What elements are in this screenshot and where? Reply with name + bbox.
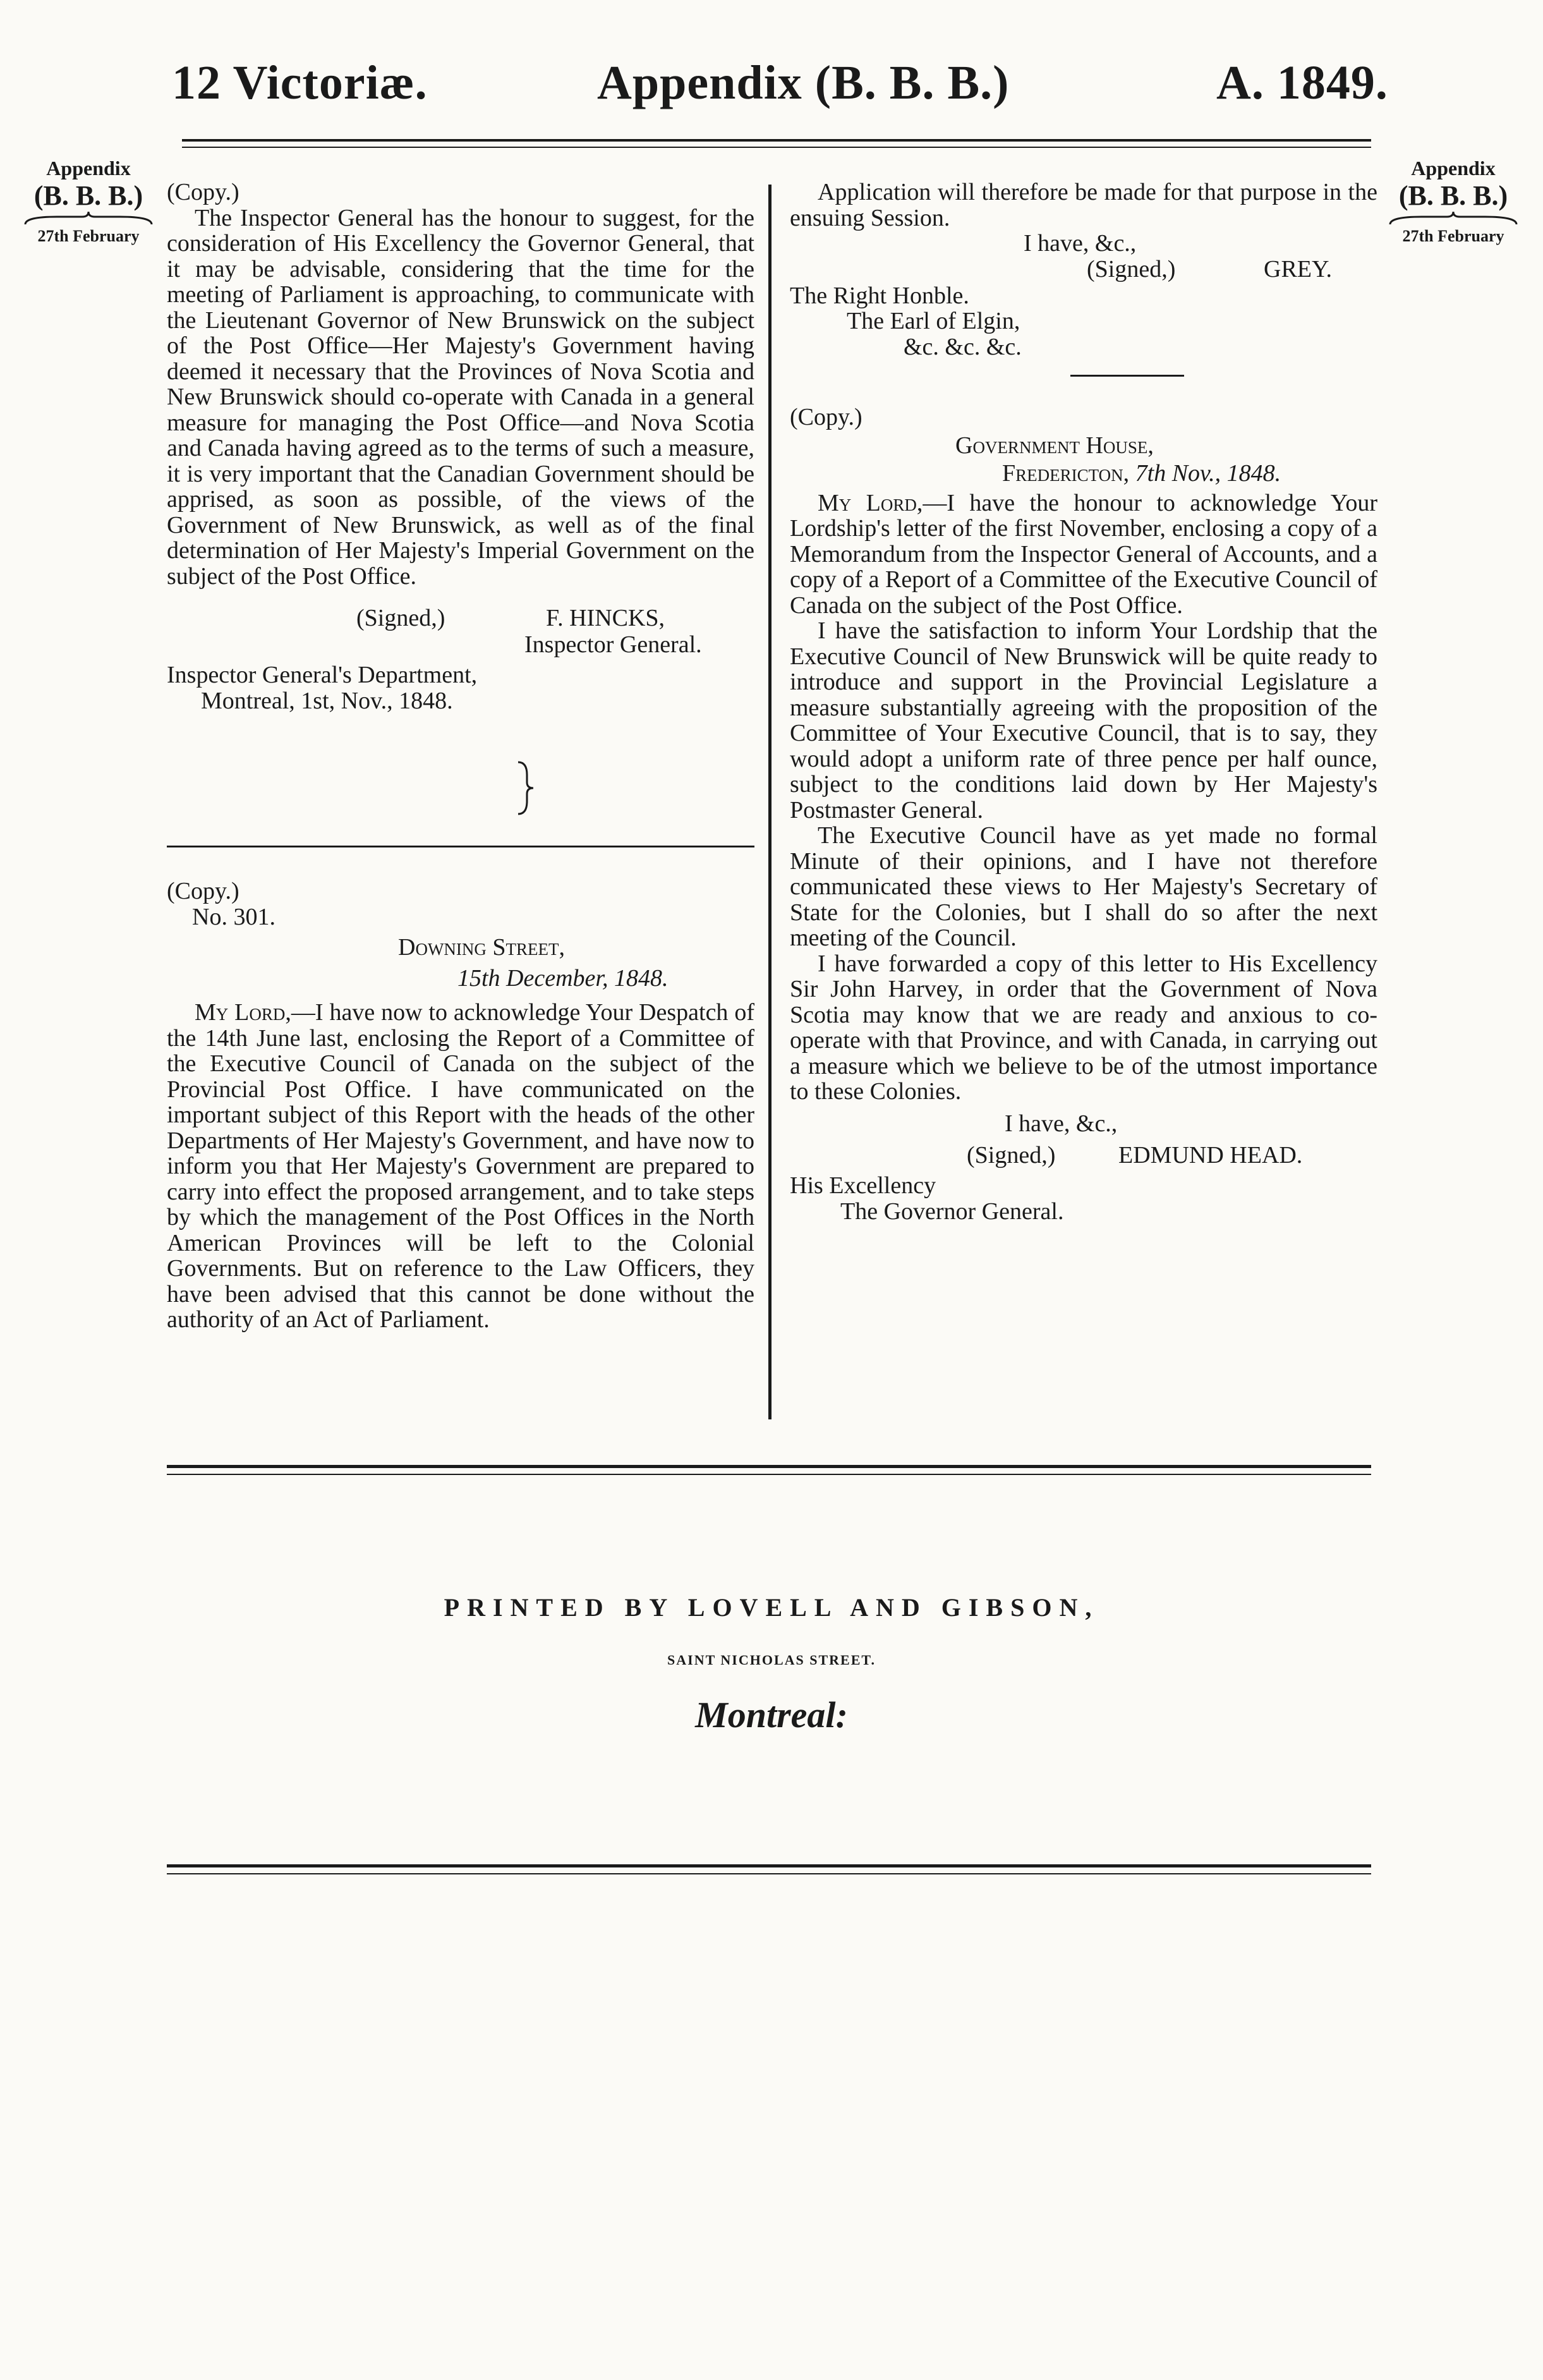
letter3-address-2: The Governor General. [840, 1198, 1064, 1225]
margin-note-right [1384, 157, 1523, 246]
curly-brace-icon [513, 760, 538, 817]
header-session: 12 Victoriæ. [172, 56, 428, 109]
letter3-address-1: His Excellency [790, 1172, 936, 1199]
letter3-place-city: Fredericton, [1002, 460, 1130, 487]
letter2-number: No. 301. [192, 903, 275, 930]
letter2-signed: (Signed,) [1087, 255, 1176, 282]
margin-brace-icon [1384, 212, 1523, 227]
letter1-dept-date: Montreal, 1st, Nov., 1848. [201, 687, 453, 714]
letter3-signer: EDMUND HEAD. [1118, 1142, 1303, 1169]
margin-note-code: (B. B. B.) [33, 180, 143, 211]
letter3-place: Government House, [955, 432, 1154, 459]
letter2-salutation: My Lord, [195, 999, 291, 1026]
margin-note-label: Appendix [46, 157, 131, 179]
margin-note-date: 27th February [1402, 227, 1504, 245]
header-year: A. 1849. [1216, 56, 1388, 109]
letter1-signer: F. HINCKS, [546, 605, 665, 631]
letter2-closing: I have, &c., [1024, 230, 1137, 257]
margin-note-left [19, 157, 158, 246]
letter3-para-4: I have forwarded a copy of this letter to His Excellency Sir John Harvey, in order that the Government of Nova Scotia may know that we are ready and anxious to co-operate with that Province, and with Canada, in carrying out a measure which we believe to be of the utmost importance to these Colonies. [790, 950, 1377, 1105]
imprint-city: Montreal: [695, 1694, 848, 1735]
running-header [0, 56, 1543, 112]
letter1-department: Inspector General's Department, [167, 662, 478, 688]
letter2-column [167, 878, 754, 1333]
left-column [167, 179, 754, 713]
column-rule [768, 185, 772, 1419]
letter3-salutation: My Lord, [818, 489, 923, 516]
letter1-body: The Inspector General has the honour to suggest, for the consideration of His Excellency the Governor General, that it may be advisable, considering that the time for the meeting of Parliament is approaching, to communicate with the Lieutenant Governor of New Brunswick on the subject of the Post Office—Her Majesty's Government having deemed it necessary that the Provinces of Nova Scotia and New Brunswick should co-operate with Canada in a general measure for managing the Post Office—and Nova Scotia and Canada having agreed as to the terms of such a measure, it is very important that the Canadian Government should be apprised, as soon as possible, of the views of the Government of New Brunswick, as well as of the final determination of Her Majesty's Imperial Government on the subject of the Post Office. [167, 204, 754, 590]
letter3-para-3: The Executive Council have as yet made no formal Minute of their opinions, and I have not therefore communicated these views to Her Majesty's Secretary of State for the Colonies, but I shall do so after the next meeting of the Council. [790, 822, 1377, 951]
margin-note-label: Appendix [1411, 157, 1496, 179]
letter3-signed: (Signed,) [967, 1142, 1056, 1169]
letter3-para-2: I have the satisfaction to inform Your Lordship that the Executive Council of New Brunswick will be quite ready to introduce and support in the Provincial Legislature a measure substantially agreeing with the proposition of the Committee of Your Executive Council, that is to say, they would adopt a uniform rate of three pence per half ounce, subject to the conditions laid down by Her Majesty's Postmaster General. [790, 617, 1377, 823]
letter2-continuation: Application will therefore be made for that purpose in the ensuing Session. [790, 179, 1377, 231]
imprint-rule-top [167, 1864, 1371, 1867]
right-column [790, 179, 1377, 1224]
letter2-date: 15th December, 1848. [457, 964, 669, 992]
letter2-address-3: &c. &c. &c. [904, 333, 1022, 360]
footer-rule-top [167, 1465, 1371, 1468]
imprint-rule-bottom [167, 1873, 1371, 1874]
letter2-body: —I have now to acknowledge Your Despatch of the 14th June last, enclosing the Report of a Committee of the Executive Council of Canada on the subject of the Provincial Post Office. I have communicated on the important subject of this Report with the heads of the other Departments of Her Majesty's Government, and have now to inform you that Her Majesty's Government are prepared to carry into effect the proposed arrangement, and to take steps by which the management of the Post Offices in the North American Provinces will be left to the Colonial Governments. But on reference to the Law Officers, they have been advised that this cannot be done without the authority of an Act of Parliament. [167, 999, 754, 1333]
imprint-street: SAINT NICHOLAS STREET. [667, 1652, 876, 1668]
letter2-copy-label: (Copy.) [167, 878, 239, 904]
letter3-closing: I have, &c., [1005, 1110, 1118, 1137]
letter3-para-1: —I have the honour to acknowledge Your Lordship's letter of the first November, enclosing a copy of a Memorandum from the Inspector General of Accounts, and a copy of a Report of a Committee of the Executive Council of Canada on the subject of the Post Office. [790, 489, 1377, 619]
margin-note-code: (B. B. B.) [1398, 180, 1508, 211]
letter3-copy-label: (Copy.) [790, 404, 862, 430]
letter1-signer-title: Inspector General. [524, 631, 702, 658]
letter2-place: Downing Street, [398, 934, 566, 961]
header-rule-bottom [182, 147, 1371, 148]
margin-note-date: 27th February [37, 227, 140, 245]
short-divider [1070, 375, 1184, 377]
letter2-address-2: The Earl of Elgin, [847, 308, 1020, 334]
letter3-date: 7th Nov., 1848. [1135, 460, 1281, 487]
header-appendix: Appendix (B. B. B.) [597, 56, 1010, 109]
margin-brace-icon [19, 212, 158, 227]
letter2-address-1: The Right Honble. [790, 282, 969, 309]
header-rule-top [182, 139, 1371, 142]
imprint-printer: PRINTED BY LOVELL AND GIBSON, [444, 1593, 1099, 1622]
section-divider [167, 846, 754, 847]
footer-rule-bottom [167, 1474, 1371, 1475]
letter2-signer: GREY. [1264, 255, 1333, 282]
letter1-copy-label: (Copy.) [167, 179, 239, 205]
letter1-signed: (Signed,) [356, 605, 445, 631]
